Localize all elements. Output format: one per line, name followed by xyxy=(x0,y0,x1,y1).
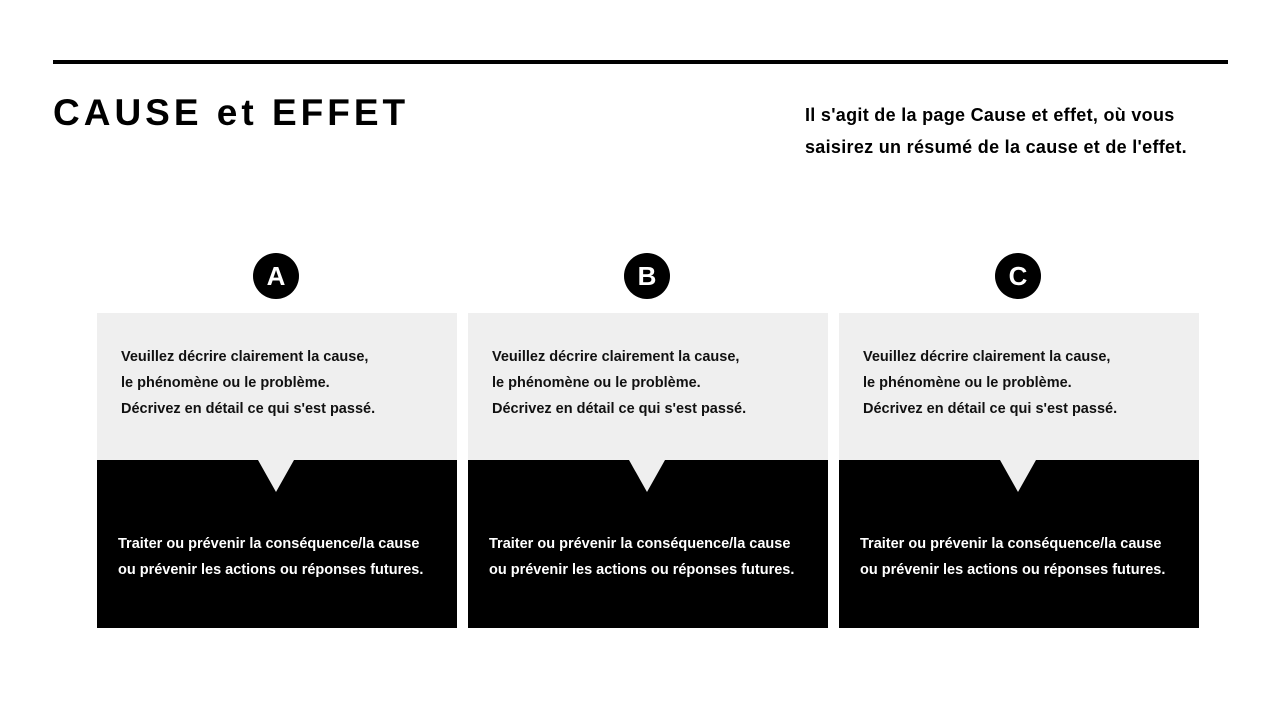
cause-panel xyxy=(839,313,1199,460)
effect-panel xyxy=(97,460,457,628)
effect-line: ou prévenir les actions ou réponses futures. xyxy=(860,562,1166,578)
intro-line: Il s'agit de la page Cause et effet, où vous xyxy=(805,105,1175,125)
pointer-arrow-icon xyxy=(629,460,665,492)
cause-effect-column-c xyxy=(839,253,1199,628)
pointer-arrow-icon xyxy=(1000,460,1036,492)
cause-text xyxy=(863,344,1117,422)
cause-panel xyxy=(468,313,828,460)
effect-line: ou prévenir les actions ou réponses futures. xyxy=(118,562,424,578)
effect-line: Traiter ou prévenir la conséquence/la cause xyxy=(118,536,420,552)
cause-line: Veuillez décrire clairement la cause, xyxy=(121,349,369,365)
cause-line: Décrivez en détail ce qui s'est passé. xyxy=(121,401,376,417)
cause-line: le phénomène ou le problème. xyxy=(492,375,701,391)
effect-text xyxy=(489,531,794,583)
cause-line: le phénomène ou le problème. xyxy=(121,375,330,391)
cause-text xyxy=(121,344,375,422)
cause-line: le phénomène ou le problème. xyxy=(863,375,1072,391)
cause-line: Veuillez décrire clairement la cause, xyxy=(863,349,1111,365)
effect-text xyxy=(118,531,423,583)
cause-text xyxy=(492,344,746,422)
effect-panel xyxy=(468,460,828,628)
cause-panel xyxy=(97,313,457,460)
pointer-arrow-icon xyxy=(258,460,294,492)
effect-line: ou prévenir les actions ou réponses futures. xyxy=(489,562,795,578)
page-title: CAUSE et EFFET xyxy=(53,92,410,133)
effect-text xyxy=(860,531,1165,583)
top-divider xyxy=(53,60,1228,64)
cause-effect-column-b xyxy=(468,253,828,628)
cause-line: Décrivez en détail ce qui s'est passé. xyxy=(492,401,747,417)
intro-line: saisirez un résumé de la cause et de l'effet. xyxy=(805,137,1187,157)
cause-line: Veuillez décrire clairement la cause, xyxy=(492,349,740,365)
effect-panel xyxy=(839,460,1199,628)
effect-line: Traiter ou prévenir la conséquence/la cause xyxy=(489,536,791,552)
column-badge-b: B xyxy=(624,253,670,299)
column-badge-c: C xyxy=(995,253,1041,299)
cause-line: Décrivez en détail ce qui s'est passé. xyxy=(863,401,1118,417)
column-badge-a: A xyxy=(253,253,299,299)
cause-effect-column-a xyxy=(97,253,457,628)
effect-line: Traiter ou prévenir la conséquence/la cause xyxy=(860,536,1162,552)
intro-text xyxy=(805,99,1245,163)
